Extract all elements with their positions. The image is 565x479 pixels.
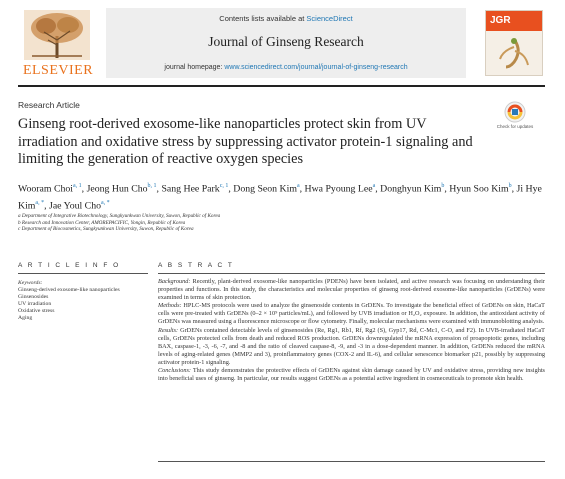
homepage-prefix: journal homepage:: [164, 64, 225, 71]
abstract-text: HPLC-MS protocols were used to analyze the ginsenoside contents in GrDENs. To investigate the beneficial effect of GrDENs on skin, HaCaT cells were pre-treated with GrDENs (0–2 × 10⁹ particles/mL), and followed by UVB irradiation or H₂O₂ exposure. In addition, the antioxidant activity of GrDENs was measured using a fluorescence microscope or flow cytometry. Finally, molecular mechanisms were examined with immunoblotting analysis.: [158, 302, 545, 326]
article-info-heading: A R T I C L E I N F O: [18, 262, 121, 269]
abstract-text: This study demonstrates the protective effects of GrDENs against skin damage caused by UV and oxidative stress, providing new insights into beneficial uses of ginseng. In particular, our results suggest GrDENs as a potential active ingredient in cosmeceuticals to promote skin health.: [158, 367, 545, 383]
abstract-divider: [158, 273, 545, 274]
abstract-lead: Conclusions:: [158, 367, 191, 375]
journal-cover-thumbnail[interactable]: [485, 10, 543, 76]
keyword-item: UV irradiation: [18, 301, 52, 307]
abstract-lead: Results:: [158, 326, 179, 334]
abstract-lead: Methods:: [158, 302, 182, 310]
abstract-text: Recently, plant-derived exosome-like nanoparticles (PDENs) have been isolated, and active research was focusing on understanding their properties and functions. In this study, the characteristics and molecular properties of ginseng root-derived exosome-like nanoparticles (GrDENs) were examined in terms of skin protection.: [158, 278, 545, 301]
author-affiliation-marker[interactable]: c, 1: [219, 183, 229, 189]
contents-line: [106, 14, 466, 23]
keyword-item: Oxidative stress: [18, 308, 55, 314]
affiliation-item: a Department of Integrative Biotechnology, Sungkyunkwan University, Suwon, Republic of Korea: [18, 213, 221, 219]
author-name[interactable]: Ji Hye Kim: [18, 183, 542, 212]
author-name[interactable]: Wooram Choi: [18, 183, 73, 195]
abstract-paragraph: [158, 278, 545, 302]
abstract-lead: Background:: [158, 278, 191, 285]
author-name[interactable]: Donghyun Kim: [380, 183, 442, 195]
article-info-divider: [18, 273, 148, 274]
author-affiliation-marker[interactable]: a: [372, 183, 376, 189]
cover-banner: [486, 11, 542, 31]
abstract-paragraph: [158, 302, 545, 326]
ginseng-root-icon: [494, 37, 534, 69]
contents-prefix: Contents lists available at: [219, 14, 307, 23]
header-divider: [18, 85, 545, 87]
affiliation-item: b Research and Innovation Center, AMOREPACIFIC, Yongin, Republic of Korea: [18, 219, 186, 226]
author-affiliation-marker[interactable]: a: [296, 183, 300, 189]
author-affiliation-marker[interactable]: a, 1: [73, 183, 82, 189]
author-affiliation-marker[interactable]: b: [441, 183, 445, 189]
keyword-item: Ginseng-derived exosome-like nanoparticles: [18, 287, 120, 293]
affiliation-item: c Department of Biocosmetics, Sungkyunkwan University, Suwon, Republic of Korea: [18, 226, 194, 233]
keywords-block: [18, 280, 148, 322]
elsevier-logo[interactable]: [18, 8, 98, 78]
author-affiliation-marker[interactable]: a, *: [35, 200, 45, 207]
author-name[interactable]: Hwa Pyoung Lee: [304, 183, 373, 195]
homepage-link[interactable]: www.sciencedirect.com/journal/journal-of-ginseng-research: [224, 64, 408, 71]
author-name[interactable]: Dong Seon Kim: [233, 183, 297, 195]
journal-header: [18, 8, 545, 78]
author-affiliation-marker[interactable]: a, *: [101, 200, 110, 207]
keyword-item: Aging: [18, 315, 33, 321]
sciencedirect-link[interactable]: ScienceDirect: [306, 14, 353, 23]
cover-abbrev: JGR: [490, 15, 511, 26]
author-name[interactable]: Jeong Hun Cho: [86, 183, 148, 195]
journal-title: Journal of Ginseng Research: [208, 34, 364, 49]
abstract-paragraph: [158, 367, 545, 383]
keywords-heading: Keywords:: [18, 280, 43, 286]
affiliations: [18, 213, 545, 233]
author-list: Wooram Choi$^{a, 1}$, Jeong Hun Cho$^{b, 1}$, Sang Hee Park$^{c, 1}$, Dong Seon Kim$^a$, Hwa Pyoung Lee$^a$, Donghyun Kim$^b$, Hyun Soo Kim$^b$, Ji Hye Kim$^{a, *}$, Jae Youl Cho$^{a, *}$: [18, 183, 542, 212]
abstract-heading: A B S T R A C T: [158, 262, 234, 269]
abstract-paragraph: [158, 327, 545, 367]
article-title: Ginseng root-derived exosome-like nanoparticles protect skin from UV irradiation and oxidative stress by suppressing activator protein-1 signaling and limiting the generation of reactive oxygen species: [18, 116, 473, 167]
author-name[interactable]: Sang Hee Park: [161, 183, 220, 195]
abstract-bottom-divider: [158, 461, 545, 462]
abstract-text: GrDENs contained detectable levels of ginsenosides (Re, Rg1, Rb1, Rf, Rg2 (S), Gyp17, Rd, C-Mc1, C-O, and F2). In UVB-irradiated HaCaT cells, GrDENs protected cells from death and reduced ROS production. GrDENs downregulated the mRNA expression of proapoptotic genes, including BAX, caspase-1, -3, -6, -7, and -8 and the ratio of cleaved caspase-8, -9, and -3 in a dose-dependent manner. In addition, GrDENs reduced the mRNA levels of aging-related genes (MMP2 and 3), proinflammatory genes (COX-2 and IL-6), and cellular senescence biomarker p21, possibly by suppressing activator protein-1 signaling.: [158, 326, 545, 366]
homepage-line: [106, 64, 466, 71]
journal-banner: [106, 8, 466, 78]
publisher-name: ELSEVIER: [22, 63, 94, 78]
author-name[interactable]: Jae Youl Cho: [49, 200, 101, 212]
abstract-body: [158, 278, 545, 384]
check-for-updates-label[interactable]: Check for updates: [496, 124, 534, 129]
author-name[interactable]: Hyun Soo Kim: [449, 183, 509, 195]
author-affiliation-marker[interactable]: b: [508, 183, 512, 189]
article-type: Research Article: [18, 100, 80, 110]
keyword-item: Ginsenosides: [18, 294, 49, 300]
elsevier-tree-icon: [24, 10, 90, 60]
author-affiliation-marker[interactable]: b, 1: [147, 183, 157, 189]
